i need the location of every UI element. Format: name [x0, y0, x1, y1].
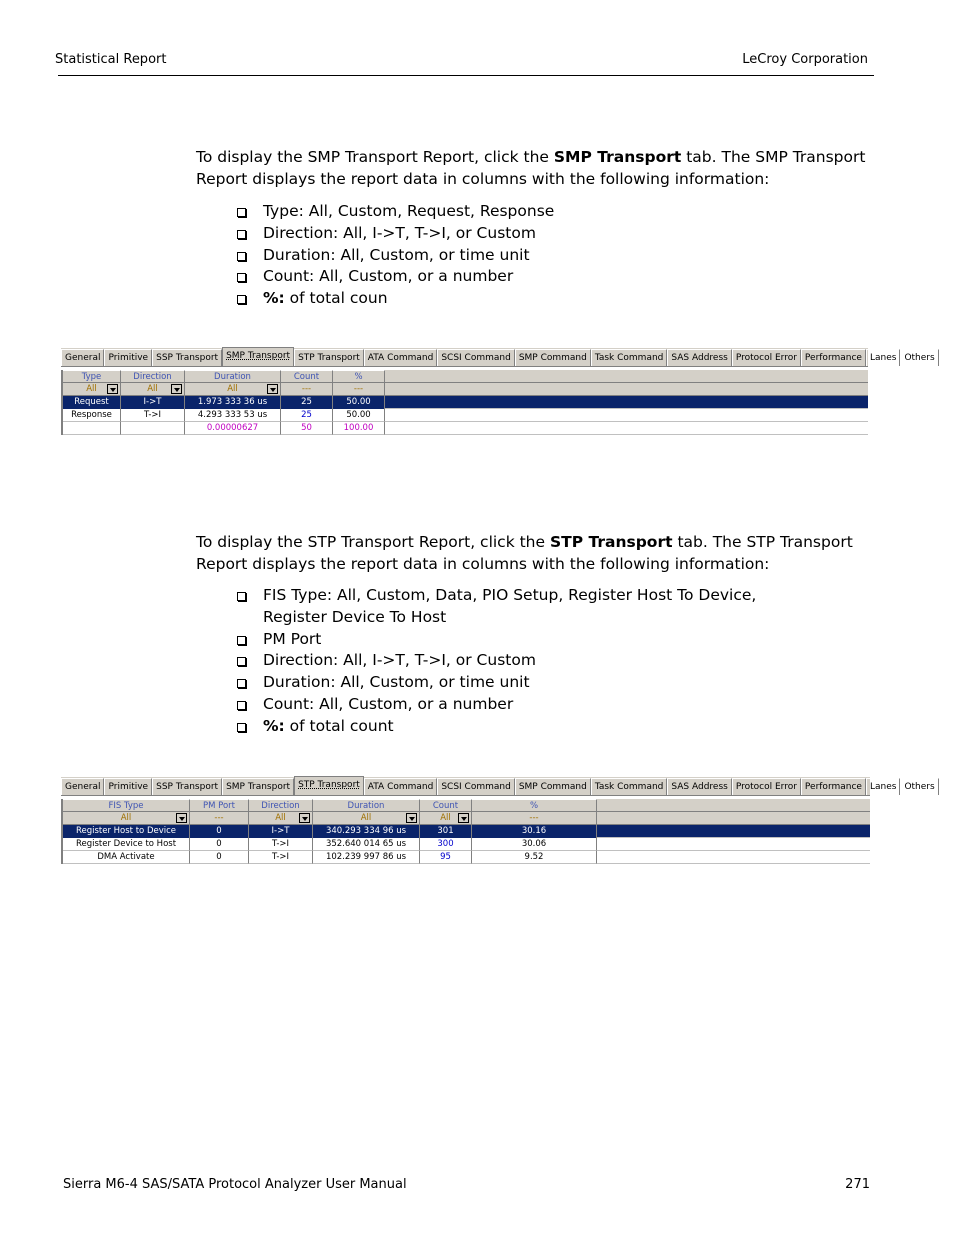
tab-others[interactable]: Others	[900, 349, 938, 366]
stp-intro-bold: STP Transport	[549, 533, 673, 551]
tab-sas-address[interactable]: SAS Address	[667, 778, 731, 795]
column-header-duration[interactable]: Duration	[313, 799, 420, 812]
smp-report-grid	[61, 370, 868, 435]
direction-filter-dropdown[interactable]: All	[249, 812, 313, 825]
chevron-down-icon[interactable]	[171, 384, 182, 394]
duration-filter-dropdown[interactable]: All	[313, 812, 420, 825]
type-filter-dropdown[interactable]: All	[63, 383, 121, 396]
checkbox-bullet-icon	[237, 230, 246, 239]
table-row[interactable]: Request I->T 1.973 333 36 us 25 50.00	[63, 396, 868, 409]
checkbox-bullet-icon	[237, 679, 246, 688]
pm-port-filter: ---	[190, 812, 249, 825]
column-header-duration[interactable]: Duration	[185, 370, 281, 383]
chevron-down-icon[interactable]	[458, 813, 469, 823]
list-item: Count: All, Custom, or a number	[236, 694, 756, 716]
tab-task-command[interactable]: Task Command	[591, 778, 668, 795]
checkbox-bullet-icon	[237, 701, 246, 710]
column-header-direction[interactable]: Direction	[249, 799, 313, 812]
column-header-percent[interactable]: %	[333, 370, 385, 383]
checkbox-bullet-icon	[237, 657, 246, 666]
list-item: Duration: All, Custom, or time unit	[236, 245, 554, 267]
smp-transport-report-screenshot	[61, 348, 935, 435]
tab-protocol-error[interactable]: Protocol Error	[732, 349, 801, 366]
checkbox-bullet-icon	[237, 636, 246, 645]
column-header-pm-port[interactable]: PM Port	[190, 799, 249, 812]
chevron-down-icon[interactable]	[406, 813, 417, 823]
list-item: %: of total count	[236, 716, 756, 738]
tab-general[interactable]: General	[61, 349, 104, 366]
checkbox-bullet-icon	[237, 723, 246, 732]
checkbox-bullet-icon	[237, 208, 246, 217]
running-header-company: LeCroy Corporation	[742, 52, 868, 67]
tab-ssp-transport[interactable]: SSP Transport	[152, 778, 222, 795]
stp-transport-report-screenshot	[61, 777, 935, 864]
tab-performance[interactable]: Performance	[801, 778, 866, 795]
tab-others[interactable]: Others	[900, 778, 938, 795]
count-filter: ---	[281, 383, 333, 396]
column-header-type[interactable]: Type	[63, 370, 121, 383]
smp-bullet-list	[236, 201, 554, 310]
table-row[interactable]: Register Device to Host 0 T->I 352.640 014 65 us 300 30.06	[63, 838, 870, 851]
tab-primitive[interactable]: Primitive	[104, 778, 152, 795]
tab-stp-transport[interactable]: STP Transport	[294, 776, 364, 795]
list-item: Count: All, Custom, or a number	[236, 266, 554, 288]
list-item: Duration: All, Custom, or time unit	[236, 672, 756, 694]
list-item: Direction: All, I->T, T->I, or Custom	[236, 223, 554, 245]
stp-intro-post: tab. The STP Transport Report displays the report data in columns with the following information:	[196, 533, 853, 573]
report-tab-bar	[61, 777, 935, 796]
tab-protocol-error[interactable]: Protocol Error	[732, 778, 801, 795]
tab-ssp-transport[interactable]: SSP Transport	[152, 349, 222, 366]
count-filter-dropdown[interactable]: All	[420, 812, 472, 825]
grid-filter-row	[63, 383, 868, 396]
page-number: 271	[845, 1177, 870, 1192]
table-row[interactable]: Response T->I 4.293 333 53 us 25 50.00	[63, 409, 868, 422]
tab-smp-transport[interactable]: SMP Transport	[222, 778, 294, 795]
tab-primitive[interactable]: Primitive	[104, 349, 152, 366]
tab-ata-command[interactable]: ATA Command	[364, 349, 438, 366]
chevron-down-icon[interactable]	[107, 384, 118, 394]
report-tab-bar	[61, 348, 935, 367]
list-item: PM Port	[236, 629, 756, 651]
tab-scsi-command[interactable]: SCSI Command	[437, 778, 514, 795]
tab-smp-command[interactable]: SMP Command	[515, 778, 591, 795]
table-row[interactable]: DMA Activate 0 T->I 102.239 997 86 us 95 9.52	[63, 851, 870, 864]
stp-intro-paragraph	[196, 531, 876, 575]
tab-ata-command[interactable]: ATA Command	[364, 778, 438, 795]
checkbox-bullet-icon	[237, 592, 246, 601]
tab-smp-command[interactable]: SMP Command	[515, 349, 591, 366]
header-rule	[58, 75, 874, 76]
percent-filter: ---	[472, 812, 597, 825]
list-item: Direction: All, I->T, T->I, or Custom	[236, 650, 756, 672]
checkbox-bullet-icon	[237, 252, 246, 261]
checkbox-bullet-icon	[237, 295, 246, 304]
duration-filter-dropdown[interactable]: All	[185, 383, 281, 396]
column-header-direction[interactable]: Direction	[121, 370, 185, 383]
smp-intro-bold: SMP Transport	[553, 148, 682, 166]
tab-scsi-command[interactable]: SCSI Command	[437, 349, 514, 366]
tab-general[interactable]: General	[61, 778, 104, 795]
fis-type-filter-dropdown[interactable]: All	[63, 812, 190, 825]
smp-intro-paragraph	[196, 146, 876, 190]
chevron-down-icon[interactable]	[176, 813, 187, 823]
column-header-fis-type[interactable]: FIS Type	[63, 799, 190, 812]
percent-filter: ---	[333, 383, 385, 396]
smp-intro-post: tab. The SMP Transport Report displays the report data in columns with the following information:	[196, 148, 866, 188]
tab-lanes[interactable]: Lanes	[866, 349, 900, 366]
running-header-title: Statistical Report	[55, 52, 167, 67]
totals-row: 0.00000627 50 100.00	[63, 422, 868, 435]
tab-task-command[interactable]: Task Command	[591, 349, 668, 366]
tab-smp-transport[interactable]: SMP Transport	[222, 347, 294, 366]
tab-sas-address[interactable]: SAS Address	[667, 349, 731, 366]
direction-filter-dropdown[interactable]: All	[121, 383, 185, 396]
stp-intro-pre: To display the STP Transport Report, click the	[196, 533, 550, 551]
checkbox-bullet-icon	[237, 273, 246, 282]
list-item-continuation: Register Device To Host	[263, 607, 447, 626]
chevron-down-icon[interactable]	[267, 384, 278, 394]
column-header-count[interactable]: Count	[281, 370, 333, 383]
stp-bullet-list	[236, 585, 756, 738]
grid-filter-row	[63, 812, 870, 825]
footer-manual-title: Sierra M6-4 SAS/SATA Protocol Analyzer User Manual	[63, 1177, 407, 1192]
list-item: FIS Type: All, Custom, Data, PIO Setup, Register Host To Device,	[236, 585, 756, 607]
list-item: Type: All, Custom, Request, Response	[236, 201, 554, 223]
table-row[interactable]: Register Host to Device 0 I->T 340.293 334 96 us 301 30.16	[63, 825, 870, 838]
chevron-down-icon[interactable]	[299, 813, 310, 823]
column-header-percent[interactable]: %	[472, 799, 597, 812]
stp-report-grid	[61, 799, 870, 864]
column-header-count[interactable]: Count	[420, 799, 472, 812]
grid-header-row	[63, 370, 868, 383]
smp-intro-pre: To display the SMP Transport Report, click the	[196, 148, 554, 166]
tab-performance[interactable]: Performance	[801, 349, 866, 366]
tab-lanes[interactable]: Lanes	[866, 778, 900, 795]
grid-header-row	[63, 799, 870, 812]
list-item: %: of total coun	[236, 288, 554, 310]
tab-stp-transport[interactable]: STP Transport	[294, 349, 364, 366]
